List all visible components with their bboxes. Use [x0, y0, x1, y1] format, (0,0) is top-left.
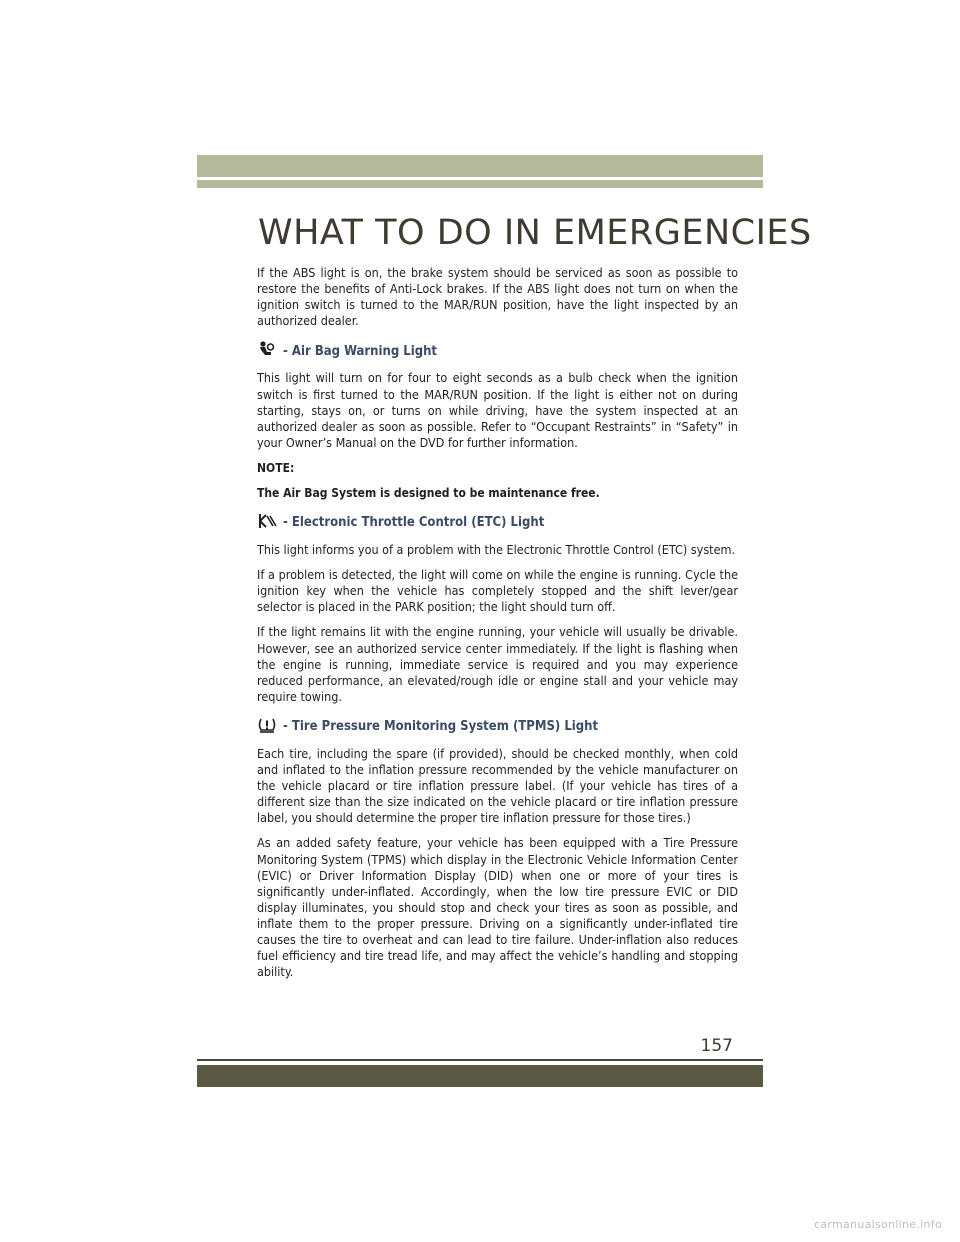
etc-paragraph-3: If the light remains lit with the engine running, your vehicle will usually be drivable. However, see an authorized service center immediately. If the light is flashing when the engine is running, immediate service is required and you may experience reduced performance, an elevated/rough idle or engine stall and your vehicle may require towing.: [257, 624, 738, 704]
etc-paragraph-1: This light informs you of a problem with the Electronic Throttle Control (ETC) system.: [257, 542, 736, 558]
section-title: WHAT TO DO IN EMERGENCIES: [258, 213, 812, 254]
page-content: [257, 265, 738, 989]
watermark: carmanualsonline.info: [813, 1218, 942, 1231]
tpms-paragraph-1: Each tire, including the spare (if provided), should be checked monthly, when cold and inflated to the inflation pressure recommended by the vehicle manufacturer on the vehicle placard or tire inflation pressure label. (If your vehicle has tires of a different size than the size indicated on the vehicle placard or tire inflation pressure label, you should determine the proper tire inflation pressure for those tires.): [257, 745, 738, 826]
tpms-heading-text: - Tire Pressure Monitoring System (TPMS) Light: [283, 719, 599, 735]
etc-heading: [257, 513, 738, 534]
etc-paragraph-2: If a problem is detected, the light will come on while the engine is running. Cycle the ignition key when the vehicle has completely stopped and the shift lever/gear selector is placed in the PARK position; the light should turn off.: [257, 567, 738, 615]
note-label: NOTE:: [257, 460, 295, 475]
tpms-paragraph-2: As an added safety feature, your vehicle has been equipped with a Tire Pressure Monitoring System (TPMS) which display in the Electronic Vehicle Information Center (EVIC) or Driver Information Display (DID) when one or more of your tires is significantly under-inflated. Accordingly, when the low tire pressure EVIC or DID display illuminates, you should stop and check your tires as soon as possible, and inflate them to the proper pressure. Driving on a significantly under-inflated tire causes the tire to overheat and can lead to tire failure. Under-inflation also reduces fuel efficiency and tire tread life, and may affect the vehicle’s handling and stopping ability.: [257, 835, 738, 980]
airbag-heading-text: - Air Bag Warning Light: [283, 343, 438, 359]
footer-band: [197, 1065, 763, 1087]
note-text: The Air Bag System is designed to be maintenance free.: [257, 485, 600, 500]
tire-pressure-icon: [257, 717, 277, 738]
header-band-stripe: [197, 180, 763, 188]
airbag-paragraph: This light will turn on for four to eight seconds as a bulb check when the ignition switch is first turned to the MAR/RUN position. If the light is either not on during starting, stays on, or turns on while driving, have the system inspected at an authorized dealer as soon as possible. Refer to “Occupant Restraints” in “Safety” in your Owner’s Manual on the DVD for further information.: [257, 370, 738, 450]
header-band: [197, 155, 763, 177]
airbag-heading: [257, 341, 738, 362]
airbag-warning-icon: [257, 341, 277, 362]
throttle-control-icon: [257, 513, 277, 534]
footer-rule: [197, 1059, 763, 1061]
tpms-heading: [257, 717, 738, 738]
airbag-note: [257, 460, 738, 501]
abs-paragraph: If the ABS light is on, the brake system should be serviced as soon as possible to restore the benefits of Anti-Lock brakes. If the ABS light does not turn on when the ignition switch is turned to the MAR/RUN position, have the light inspected by an authorized dealer.: [257, 265, 738, 329]
etc-heading-text: - Electronic Throttle Control (ETC) Light: [283, 515, 545, 531]
page-number: 157: [700, 1036, 733, 1056]
